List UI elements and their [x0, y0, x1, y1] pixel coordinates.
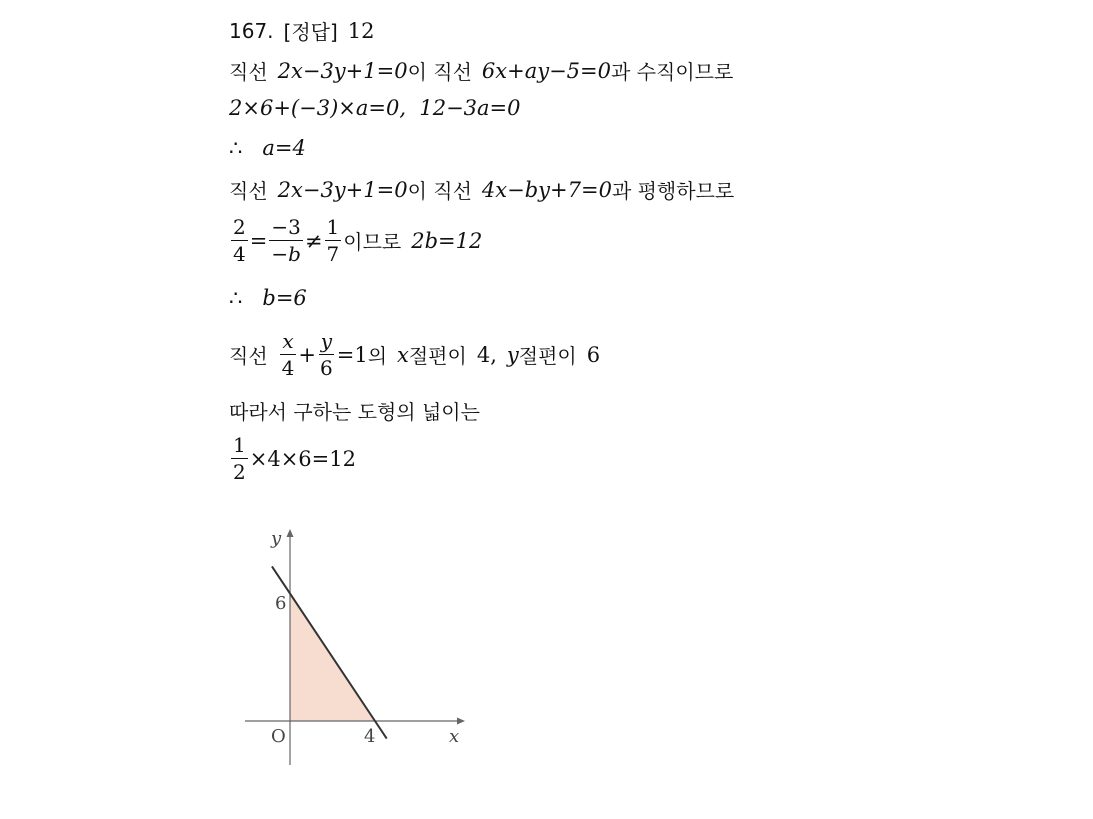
therefore-symbol: ∴	[229, 136, 243, 160]
x-axis-label: x	[449, 726, 460, 747]
solution-line-5	[229, 216, 482, 265]
text-segment: 따라서 구하는 도형의 넓이는	[229, 400, 480, 424]
fraction	[318, 330, 335, 379]
answer-header	[229, 16, 375, 45]
x-intercept-value: 4,	[476, 342, 497, 367]
intercept-graph	[225, 520, 485, 775]
fraction	[280, 330, 297, 379]
graph-svg	[225, 520, 485, 770]
text-segment: 과 수직이므로	[611, 60, 734, 84]
equation: 2×6+(−3)×a=0, 12−3a=0	[229, 96, 521, 120]
y-axis-arrow	[287, 529, 294, 537]
denominator: 2	[233, 460, 246, 484]
equation: =1	[336, 342, 368, 367]
plus-sign: +	[298, 342, 316, 367]
text-segment: 과 평행하므로	[611, 179, 735, 203]
denominator: 4	[281, 356, 295, 380]
solution-line-1	[229, 56, 733, 85]
y-intercept-value: 6	[586, 342, 601, 367]
equation: 2x−3y+1=0	[277, 177, 408, 202]
numerator: −3	[271, 215, 301, 239]
equals-sign: =	[249, 228, 268, 253]
denominator: 4	[233, 242, 246, 266]
denominator: 7	[326, 242, 340, 266]
equation: 6x+ay−5=0	[481, 58, 612, 83]
text-segment: 이 직선	[407, 60, 472, 84]
variable-y: y	[506, 342, 519, 367]
numerator: 2	[233, 215, 246, 239]
text-segment: 이 직선	[407, 179, 472, 203]
equation: 2b=12	[411, 228, 483, 253]
equation: ×4×6=12	[249, 446, 356, 471]
solution-line-7	[229, 330, 600, 379]
x-axis-arrow	[457, 718, 465, 725]
problem-number: 167.	[229, 18, 274, 43]
fraction	[325, 216, 342, 265]
equation: a=4	[262, 136, 306, 160]
solution-line-4	[229, 175, 734, 204]
solution-line-3	[229, 136, 306, 160]
solution-line-2	[229, 96, 521, 120]
equation: 4x−by+7=0	[481, 177, 612, 202]
answer-label: [정답]	[283, 20, 338, 44]
text-segment: 직선	[229, 344, 268, 368]
text-segment: 이므로	[343, 230, 402, 254]
equation: b=6	[262, 286, 307, 310]
equation: 2x−3y+1=0	[277, 58, 408, 83]
not-equal-sign: ≠	[304, 228, 323, 253]
origin-label: O	[271, 726, 286, 747]
numerator: x	[282, 329, 294, 353]
denominator: 6	[319, 356, 333, 380]
therefore-symbol: ∴	[229, 286, 243, 310]
answer-value: 12	[347, 18, 375, 43]
y-intercept-label: 6	[275, 593, 287, 614]
numerator: 1	[233, 433, 246, 457]
x-intercept-label: 4	[364, 726, 376, 747]
numerator: 1	[326, 215, 340, 239]
text-segment: 직선	[229, 60, 268, 84]
numerator: y	[320, 329, 332, 353]
fraction	[231, 434, 248, 483]
text-segment: 직선	[229, 179, 268, 203]
denominator: −b	[271, 242, 301, 266]
variable-x: x	[397, 342, 409, 367]
text-segment: 절편이	[408, 344, 467, 368]
fraction	[269, 216, 303, 265]
text-segment: 절편이	[518, 344, 577, 368]
y-axis-label: y	[271, 528, 282, 549]
solution-line-9	[229, 434, 356, 483]
solution-line-8	[229, 396, 480, 425]
fraction	[231, 216, 248, 265]
text-segment: 의	[367, 344, 388, 368]
solution-line-6	[229, 286, 307, 310]
